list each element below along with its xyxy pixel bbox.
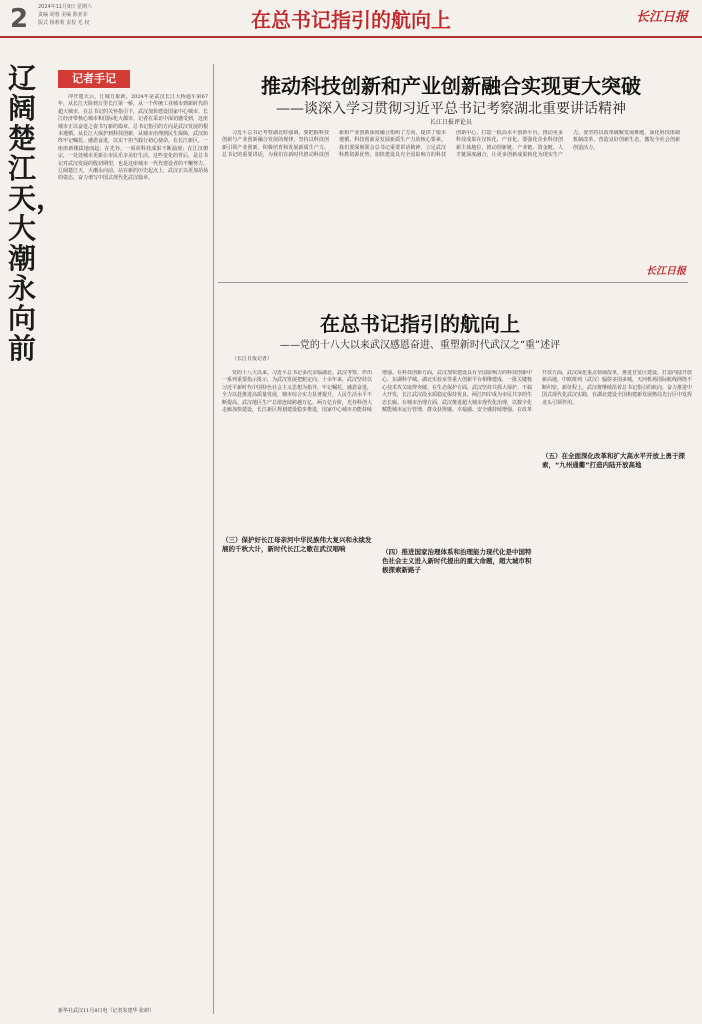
article-2-body: 党的十八大以来，习近平总书记多次亲临湖北、武汉考察，作出一系列重要指示批示，为武汉发展把舵定向。十余年来，武汉坚持以习近平新时代中国特色社会主义思想为指导，牢记嘱托，感恩奋进，全力以赴推进高质量发展，城市综合实力显著提升，人民生活水平不断提高。武汉地区生产总值连续跨越万亿、两万亿台阶，光谷科创大走廊加快建设，长江新区规划建设稳步推进，国家中心城市功能持续增强。在科技创新方面，武汉加快建设具有全国影响力的科技创新中心，东湖科学城、湖北实验室等重大创新平台相继建成，一批关键核心技术攻关取得突破。在生态保护方面，武汉坚持共抓大保护、不搞大开发，长江武汉段水质稳定保持优良，两江四岸成为市民共享的生态长廊。在城市治理方面，武汉推进超大城市现代化治理，以数字化赋能城市运行管理，群众获得感、幸福感、安全感持续增强。在改革开放方面，武汉深化重点领域改革，推进自贸区建设，打造内陆开放新高地，中欧班列（武汉）辐射多国多城，天河机场国际航线网络不断织密。新征程上，武汉将继续沿着总书记指引的航向，奋力推进中国式现代化武汉实践，在湖北建设全国构建新发展格局先行区中发挥龙头引领作用。 [222, 370, 692, 414]
header-rule [0, 36, 702, 38]
article-1-headline: 推动科技创新和产业创新融合实现更大突破 [261, 74, 641, 98]
article-2-headline: 在总书记指引的航向上 [320, 312, 520, 336]
side-article-footer: 新华社武汉11月8日电（记者朱建华 张研） [58, 1008, 155, 1014]
proof-line: 版式 杨莉莉 责校 毛 权 [38, 20, 90, 26]
side-headline: 辽阔楚江天，大潮永向前 [8, 62, 65, 365]
article-1-byline: 长江日报评论员 [429, 119, 472, 126]
section-title: 在总书记指引的航向上 [251, 8, 451, 32]
article-2-subhead-5: （五）在全面深化改革和扩大高水平开放上勇于探索，“九州通衢”打造内陆开放高地 [542, 452, 692, 470]
article-1-signature: 长江日报 [646, 266, 686, 277]
article-2-byline: （长江日报记者） [232, 356, 273, 362]
article-2-subhead-3: （三）保护好长江母亲河中华民族伟大复兴和永续发展的千秋大计，新时代长江之歌在武汉唱响 [222, 536, 372, 553]
page-header [0, 0, 702, 38]
reporter-note-tag: 记者手记 [58, 70, 130, 88]
article-divider [218, 282, 688, 283]
column-divider [213, 64, 214, 1014]
side-article-body: 冲开楚天云，江城万象新。2024年是武汉长江大桥通车第67年，从长江天险到万里长江第一桥，从一个传统工业城市到新时代的超大城市，在总书记的关怀指引下，武汉加快建设国家中心城市、长江经济带核心城市和国际化大都市。记者在采访中深切感受到，这座城市正以奋进之姿书写新的篇章。总书记指引的方向是武汉发展的根本遵循。从长江大保护到科技创新，从城市治理到民生保障，武汉始终牢记嘱托、感恩奋进，以实干担当践行初心使命。在长江新区，一座座新楼拔地而起；在光谷，一项项科技成果不断涌现；在江汉朝宗，一处处城市更新让市民乐享美好生活。这些变化的背后，是总书记对武汉发展的殷切期望，也是这座城市一代代建设者的不懈努力。辽阔楚江天，大潮永向前。站在新的历史起点上，武汉正以更加昂扬的姿态，奋力谱写中国式现代化武汉篇章。 [58, 94, 208, 182]
masthead-logo: 长江日报 [635, 10, 688, 25]
article-1-subheadline: ——谈深入学习贯彻习近平总书记考察湖北重要讲话精神 [276, 101, 626, 117]
article-1-body: 习近平总书记考察湖北时强调，要把握科技创新与产业创新融合发展的规律，坚持以科技创新引领产业创新，积极培育和发展新质生产力。总书记的重要讲话，为我们在新时代推动科技创新和产业创新深度融合指明了方向，提供了根本遵循。科技创新是发展新质生产力的核心要素。我们要深刻领会总书记重要讲话精神，立足武汉科教资源优势，加快建设具有全国影响力的科技创新中心，打造一批高水平创新平台，推动更多科技成果在汉转化、产业化。要强化企业科技创新主体地位，推动创新链、产业链、资金链、人才链深度融合，让更多创新成果转化为现实生产力。要坚持以改革破解发展难题，深化科技体制机制改革，营造良好创新生态，激发全社会创新创造活力。 [222, 130, 680, 159]
editor-line: 责编 胡蓉 美编 陈亚菲 [38, 12, 88, 18]
page-number: 2 [10, 4, 29, 34]
article-2-subheadline: ——党的十八大以来武汉感恩奋进、重塑新时代武汉之“重”述评 [279, 340, 561, 351]
date-line: 2024年11月9日 星期六 [38, 4, 92, 10]
article-2-subhead-4: （四）推进国家治理体系和治理能力现代化是中国特色社会主义进入新时代提出的重大命题，超大城市积极探索新路子 [382, 548, 532, 574]
